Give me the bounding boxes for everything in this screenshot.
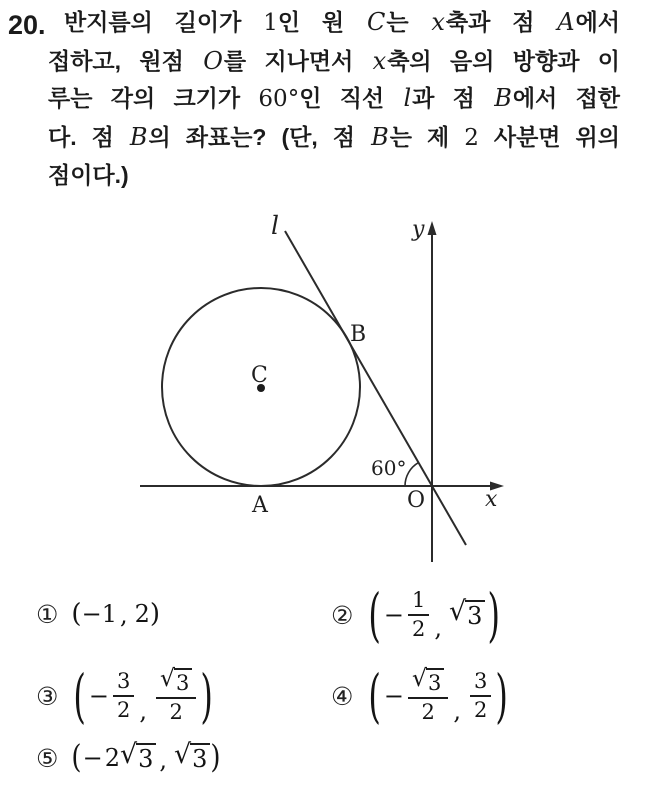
numerator-sqrt	[412, 663, 444, 695]
math-var-C: C	[366, 8, 386, 36]
numerator	[408, 663, 448, 699]
close-paren: )	[487, 580, 500, 650]
text-run: 를 지나면서	[223, 47, 372, 74]
x-fraction	[408, 663, 448, 725]
label-origin-O: O	[407, 488, 426, 513]
close-paren: )	[200, 661, 213, 731]
choice-5-expression	[71, 738, 221, 776]
text-run: 에서 접한	[512, 85, 621, 112]
numerator: 3	[470, 670, 491, 697]
choice-4	[331, 661, 510, 731]
x-fraction	[408, 589, 429, 641]
text-run: 축의 음의 방향과 이	[387, 47, 621, 74]
text-run: 반지름의 길이가	[64, 9, 264, 35]
label-angle-60: 60°	[371, 456, 407, 480]
label-line-l: l	[271, 211, 279, 240]
open-paren: (	[71, 739, 82, 776]
problem-text-line	[48, 4, 620, 43]
choice-1-marker: ①	[36, 599, 59, 629]
numerator: 1	[408, 589, 429, 616]
text-run: 루는 각의 크기가	[48, 85, 259, 112]
text-run: 는	[386, 9, 431, 35]
label-y-axis: y	[412, 217, 425, 242]
choice-2	[331, 580, 502, 650]
choice-5	[36, 740, 221, 776]
choice-4-expression	[366, 661, 509, 731]
y-axis-arrow-icon	[428, 221, 437, 235]
choice-3-marker: ③	[36, 681, 59, 711]
minus-sign: −	[82, 743, 103, 772]
open-paren: (	[73, 661, 86, 731]
text-run: 점이다.)	[48, 162, 129, 189]
text-run: 사분면 위의	[478, 123, 620, 150]
choice-4-marker: ④	[331, 681, 354, 711]
radicand: 3	[174, 668, 192, 695]
open-paren: (	[368, 661, 381, 731]
problem-number: 20.	[8, 10, 46, 40]
radicand: 3	[190, 743, 210, 774]
angle-arc	[405, 463, 419, 486]
math-var-O: O	[203, 46, 223, 75]
close-paren: )	[149, 598, 161, 629]
label-x-axis: x	[485, 487, 498, 512]
open-paren: (	[368, 580, 381, 650]
comma: ,	[119, 600, 128, 629]
y-sqrt	[449, 595, 485, 631]
choice-5-marker: ⑤	[36, 743, 59, 773]
problem-text-line	[48, 157, 620, 195]
radical-icon: √	[449, 595, 467, 627]
minus-sign: −	[383, 600, 405, 629]
problem-text-line	[48, 119, 620, 158]
math-var-B: B	[494, 84, 512, 113]
math-var-A: A	[557, 8, 575, 36]
text-run: 축과 점	[445, 9, 557, 35]
close-paren: )	[495, 661, 508, 731]
x-coefficient: 2	[104, 743, 120, 772]
numerator: 3	[113, 670, 134, 697]
problem-text	[48, 4, 620, 195]
label-center-C: C	[251, 363, 268, 388]
tangent-line-l	[285, 231, 466, 545]
y-sqrt	[174, 738, 210, 774]
y-fraction	[156, 663, 196, 725]
choice-3	[36, 661, 215, 731]
denominator: 2	[421, 700, 435, 725]
choice-1	[36, 598, 160, 630]
math-number: 2	[464, 124, 479, 151]
x-sqrt	[119, 738, 156, 774]
choice-2-marker: ②	[331, 600, 354, 630]
text-run: 의 좌표는? (단, 점	[148, 123, 371, 150]
open-paren: (	[71, 598, 82, 629]
denominator: 2	[412, 617, 426, 641]
numerator	[156, 663, 196, 699]
radicand: 3	[465, 600, 485, 631]
problem-text-line	[48, 43, 620, 81]
comma: ,	[453, 696, 462, 725]
denominator: 2	[169, 700, 183, 725]
radicand: 3	[136, 743, 156, 774]
comma: ,	[139, 696, 148, 725]
choice-1-expression	[71, 600, 160, 629]
radical-icon: √	[174, 738, 192, 770]
math-angle-value: 60°	[258, 86, 300, 113]
numerator-sqrt	[160, 663, 192, 695]
x-fraction	[113, 670, 134, 722]
text-run: 는 제	[389, 123, 465, 150]
text-run: 다. 점	[48, 123, 129, 150]
label-point-A: A	[252, 493, 268, 518]
minus-sign: −	[383, 681, 405, 710]
math-var-x: x	[372, 46, 387, 75]
comma: ,	[159, 745, 168, 774]
math-number: 1	[263, 10, 278, 36]
radical-icon: √	[119, 738, 138, 770]
text-run: 인 원	[277, 9, 366, 35]
y-fraction	[470, 670, 491, 722]
choice-2-expression	[366, 580, 502, 650]
math-var-l: l	[403, 84, 412, 113]
label-point-B: B	[350, 322, 367, 347]
radical-icon: √	[160, 663, 176, 692]
radical-icon: √	[412, 663, 427, 692]
comma: ,	[434, 613, 443, 642]
choice-3-expression	[71, 661, 214, 731]
math-var-x: x	[431, 8, 445, 36]
math-var-B: B	[129, 122, 148, 151]
text-run: 인 직선	[299, 85, 403, 112]
math-var-B: B	[371, 122, 389, 151]
text-run: 에서	[575, 9, 621, 35]
geometry-diagram	[100, 205, 520, 565]
y-value: 2	[134, 599, 150, 628]
text-run: 접하고, 원점	[48, 47, 203, 74]
denominator: 2	[117, 697, 131, 722]
close-paren: )	[210, 739, 221, 776]
problem-text-line	[48, 80, 620, 119]
x-value: −1	[81, 599, 117, 628]
denominator: 2	[474, 697, 488, 722]
radicand: 3	[426, 668, 444, 695]
minus-sign: −	[88, 681, 110, 710]
text-run: 과 점	[412, 85, 494, 112]
